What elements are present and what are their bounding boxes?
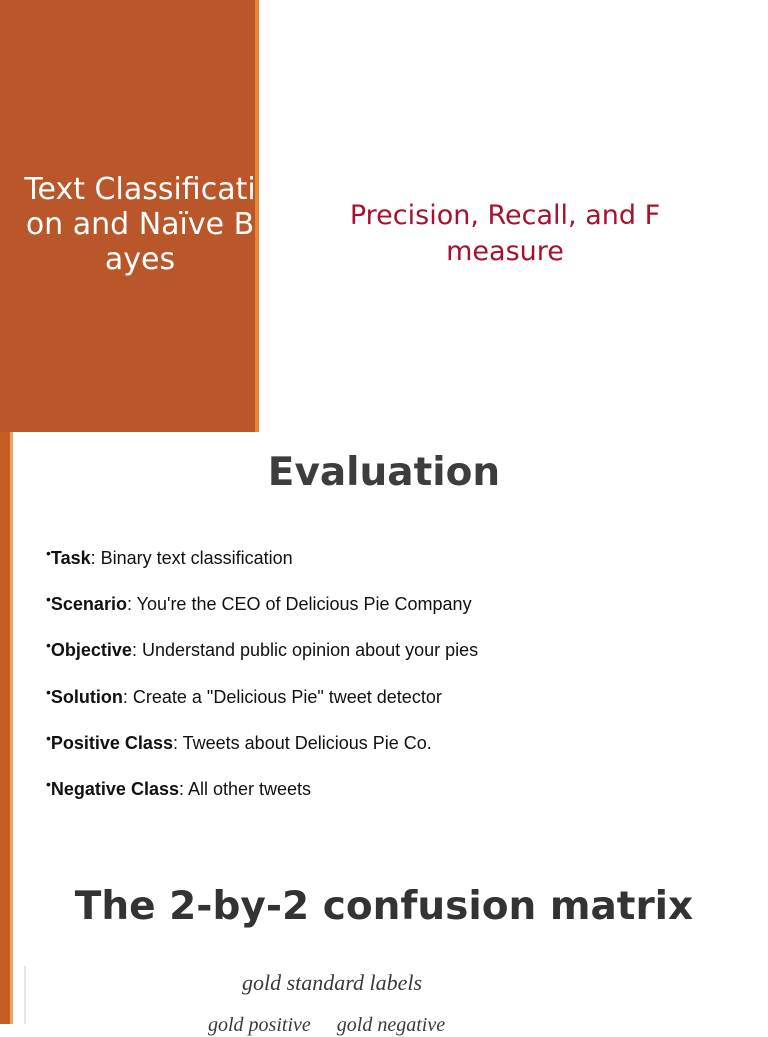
evaluation-title: Evaluation [267,450,501,495]
list-item [46,729,478,779]
gold-columns [208,1014,498,1034]
item-term: Positive Class [50,732,173,753]
item-term: Negative Class [50,778,179,799]
slide-subtitle: Precision, Recall, and F measure [349,200,661,267]
gold-negative-label: gold negative [336,1014,446,1036]
confusion-matrix-slide [0,866,768,1036]
item-text: : Understand public opinion about your pies [131,640,479,661]
bullet-icon: • [46,683,51,700]
bullet-icon: • [46,729,51,746]
title-slide [0,0,768,432]
item-term: Solution [50,686,123,707]
list-item [46,591,478,640]
gold-labels-header: gold standard labels [242,970,423,995]
item-text: : All other tweets [178,778,312,799]
bullet-icon: • [46,545,51,561]
item-text: : Tweets about Delicious Pie Co. [172,732,432,753]
item-term: Objective [50,640,132,661]
left-accent-bar-light [10,432,13,866]
gold-positive-label: gold positive [208,1014,311,1036]
bullet-icon: • [46,637,51,654]
list-item [46,683,478,733]
list-item [46,545,478,594]
slide-title: Text Classification and Naïve Bayes [24,172,256,277]
bullet-icon: • [46,591,51,608]
item-term: Task [50,548,91,568]
bullet-icon: • [46,775,51,792]
confusion-matrix-title: The 2-by-2 confusion matrix [74,884,694,929]
list-item [46,775,478,825]
item-term: Scenario [50,594,127,615]
figure-border [24,966,26,1024]
item-text: : You're the CEO of Delicious Pie Company [126,594,472,615]
item-text: : Binary text classification [90,548,293,568]
evaluation-list [46,545,479,825]
list-item [46,637,479,686]
left-accent-bar [0,432,10,866]
item-text: : Create a "Delicious Pie" tweet detector [122,686,442,707]
evaluation-slide [0,432,768,866]
